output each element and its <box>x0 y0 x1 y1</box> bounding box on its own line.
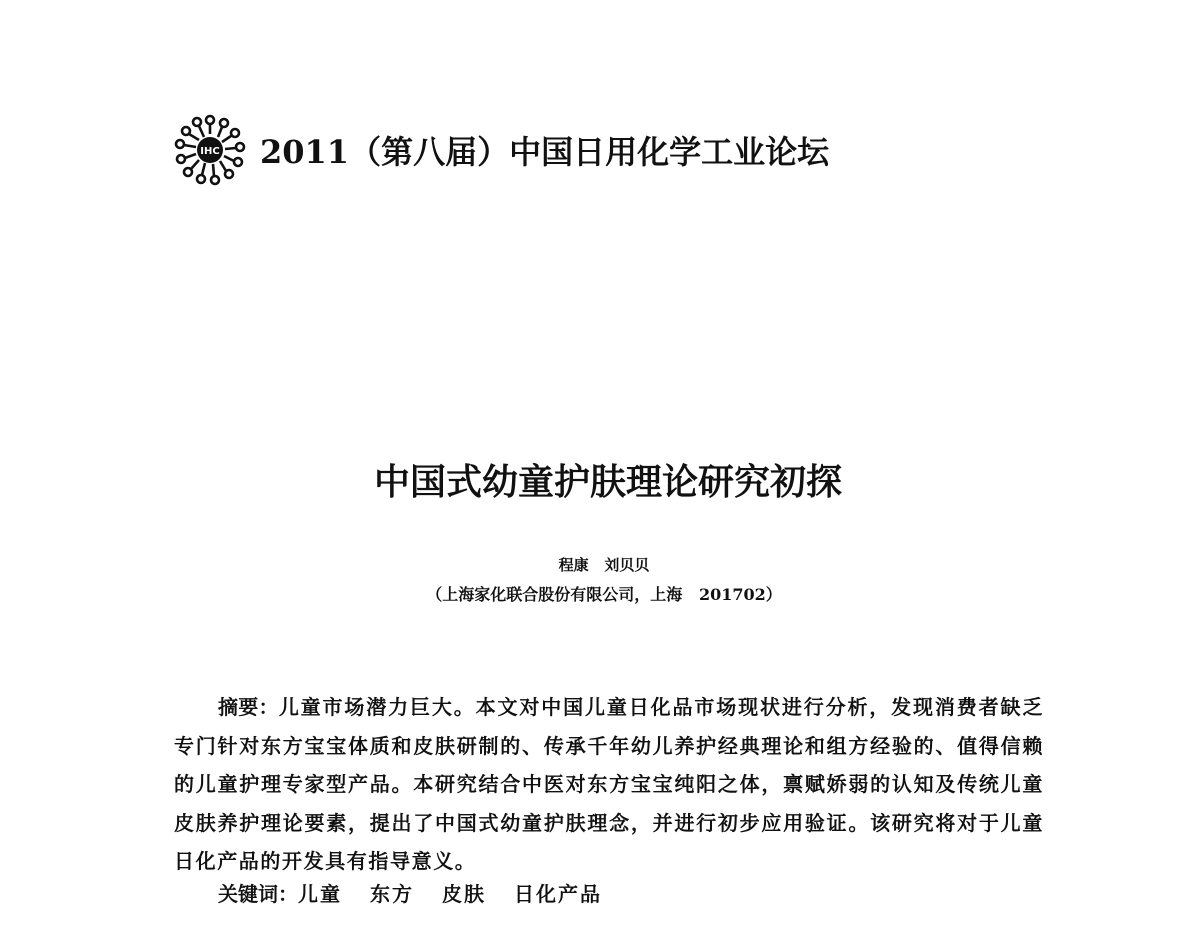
logo-text: IHC <box>200 146 220 157</box>
abstract-paragraph <box>174 688 1044 881</box>
forum-logo <box>170 112 250 188</box>
abstract-text: 儿童市场潜力巨大。本文对中国儿童日化品市场现状进行分析，发现消费者缺乏专门针对东方宝宝体质和皮肤研制的、传承千年幼儿养护经典理论和组方经验的、值得信赖的儿童护理专家型产品。本研究结合中医对东方宝宝纯阳之体，禀赋娇弱的认知及传统儿童皮肤养护理论要素，提出了中国式幼童护肤理念，并进行初步应用验证。该研究将对于儿童日化产品的开发具有指导意义。 <box>174 695 1045 873</box>
forum-title: 2011（第八届）中国日用化学工业论坛 <box>260 133 830 171</box>
keywords-line <box>218 878 630 907</box>
forum-logo-graphic <box>170 112 250 188</box>
forum-header <box>170 112 829 188</box>
paper-authors: 程康 刘贝贝 <box>558 556 650 574</box>
paper-title: 中国式幼童护肤理论研究初探 <box>373 461 842 503</box>
keyword-item: 儿童 <box>298 882 342 906</box>
keyword-item: 皮肤 <box>442 882 486 906</box>
keyword-item: 东方 <box>370 882 414 906</box>
paper-affiliation: （上海家化联合股份有限公司，上海 201702） <box>426 585 782 604</box>
abstract-label: 摘要： <box>218 695 279 719</box>
keyword-item: 日化产品 <box>514 882 602 906</box>
keywords-label: 关键词： <box>218 882 298 906</box>
